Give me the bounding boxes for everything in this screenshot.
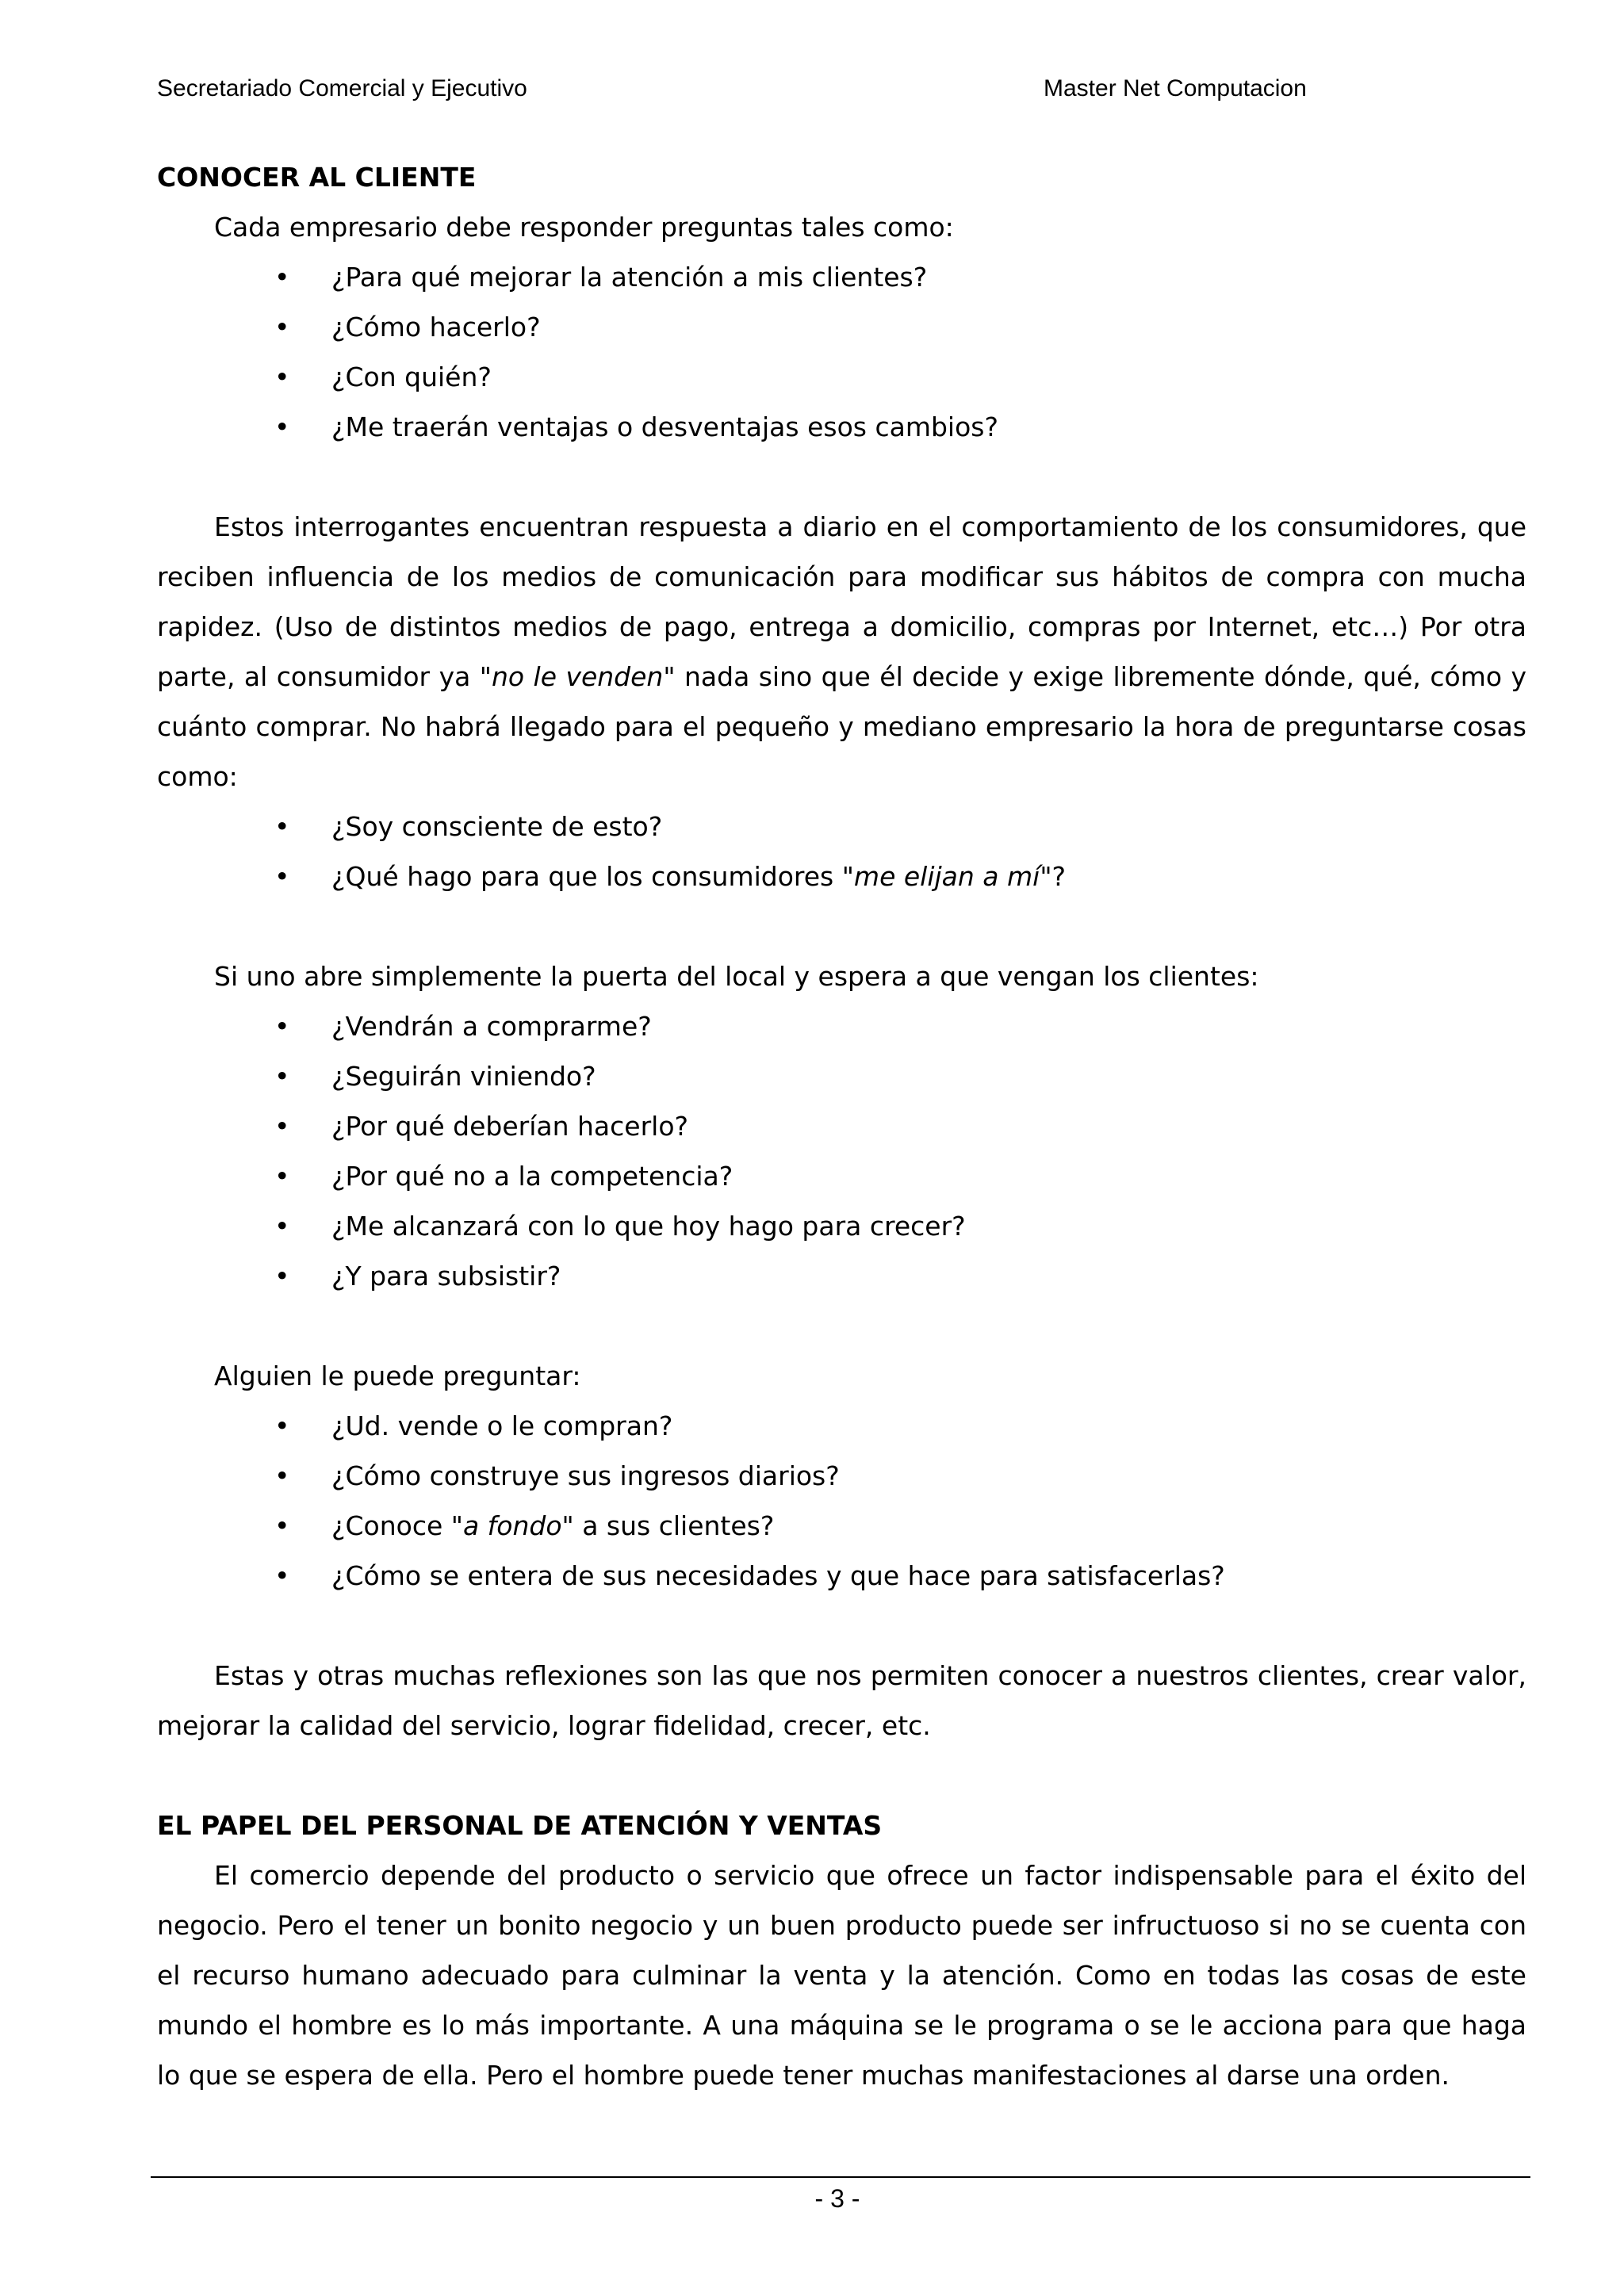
list-item: • ¿Qué hago para que los consumidores "me elijan a mí"? bbox=[157, 851, 1526, 901]
header-left-text: Secretariado Comercial y Ejecutivo bbox=[157, 75, 527, 101]
list-item: • ¿Cómo se entera de sus necesidades y que hace para satisfacerlas? bbox=[157, 1551, 1526, 1601]
list-item: • ¿Con quién? bbox=[157, 352, 1526, 402]
list-item: • ¿Seguirán viniendo? bbox=[157, 1051, 1526, 1101]
bullet-icon: • bbox=[274, 1410, 290, 1441]
footer-divider bbox=[151, 2176, 1530, 2178]
section-heading-papel-del-personal: EL PAPEL DEL PERSONAL DE ATENCIÓN Y VENTAS bbox=[157, 1810, 883, 1841]
bullet-icon: • bbox=[274, 411, 290, 442]
list-item: • ¿Ud. vende o le compran? bbox=[157, 1401, 1526, 1451]
blank-line bbox=[157, 1301, 1526, 1351]
emphasis-text: no le venden bbox=[491, 661, 664, 692]
running-header bbox=[157, 75, 1493, 107]
bullet-icon: • bbox=[274, 1261, 290, 1292]
list-item: • ¿Para qué mejorar la atención a mis clientes? bbox=[157, 252, 1526, 302]
body-paragraph-comercio: El comercio depende del producto o servicio que ofrece un factor indispensable para el éxito del negocio. Pero el tener un bonito negocio y un buen producto puede ser infructuoso si no se cuenta con el recurso humano adecuado para culminar la venta y la atención. Como en todas las cosas de este mundo el hombre es lo más importante. A una máquina se le programa o se le acciona para que haga lo que se espera de ella. Pero el hombre puede tener muchas manifestaciones al darse una orden. bbox=[157, 1860, 1526, 2091]
list-item: • ¿Me traerán ventajas o desventajas esos cambios? bbox=[157, 402, 1526, 452]
bullet-list-questions bbox=[157, 252, 1526, 452]
bullet-icon: • bbox=[274, 312, 290, 342]
list-item: • ¿Me alcanzará con lo que hoy hago para crecer? bbox=[157, 1201, 1526, 1251]
emphasis-text: a fondo bbox=[462, 1510, 562, 1541]
list-item: • ¿Por qué no a la competencia? bbox=[157, 1151, 1526, 1201]
bullet-icon: • bbox=[274, 811, 290, 842]
blank-line bbox=[157, 452, 1526, 502]
bullet-icon: • bbox=[274, 262, 290, 293]
bullet-icon: • bbox=[274, 1460, 290, 1491]
bullet-list-customer-questions bbox=[157, 1001, 1526, 1301]
bullet-list-self-questions bbox=[157, 802, 1526, 901]
list-item: • ¿Por qué deberían hacerlo? bbox=[157, 1101, 1526, 1151]
page-number: - 3 - bbox=[814, 2184, 860, 2213]
blank-line bbox=[157, 1601, 1526, 1651]
bullet-icon: • bbox=[274, 1211, 290, 1242]
document-body bbox=[157, 152, 1526, 2100]
list-item: • ¿Vendrán a comprarme? bbox=[157, 1001, 1526, 1051]
list-item: • ¿Soy consciente de esto? bbox=[157, 802, 1526, 851]
bullet-icon: • bbox=[274, 1560, 290, 1591]
list-item: • ¿Cómo construye sus ingresos diarios? bbox=[157, 1451, 1526, 1501]
list-item: • ¿Y para subsistir? bbox=[157, 1251, 1526, 1301]
bullet-icon: • bbox=[274, 861, 290, 892]
blank-line bbox=[157, 901, 1526, 951]
body-paragraph-interrogantes: Estos interrogantes encuentran respuesta a diario en el comportamiento de los consumidores, que reciben influencia de los medios de comunicación para modificar sus hábitos de compra con mucha rapidez. (Uso de distintos medios de pago, entrega a domicilio, compras por Internet, etc…) Por otra parte, al consumidor ya "no le venden" nada sino que él decide y exige libremente dónde, qué, cómo y cuánto comprar. No habrá llegado para el pequeño y mediano empresario la hora de preguntarse cosas como: bbox=[157, 511, 1527, 792]
list-item: • ¿Conoce "a fondo" a sus clientes? bbox=[157, 1501, 1526, 1551]
body-paragraph-alguien: Alguien le puede preguntar: bbox=[214, 1360, 581, 1391]
bullet-icon: • bbox=[274, 1510, 290, 1541]
emphasis-text: me elijan a mí bbox=[853, 861, 1040, 892]
intro-paragraph: Cada empresario debe responder preguntas tales como: bbox=[214, 212, 954, 243]
bullet-icon: • bbox=[274, 1011, 290, 1042]
bullet-list-seller-questions bbox=[157, 1401, 1526, 1601]
bullet-icon: • bbox=[274, 1161, 290, 1192]
section-heading-conocer-al-cliente: CONOCER AL CLIENTE bbox=[157, 162, 477, 193]
bullet-icon: • bbox=[274, 1061, 290, 1092]
body-paragraph-reflexiones: Estas y otras muchas reflexiones son las que nos permiten conocer a nuestros clientes, crear valor, mejorar la calidad del servicio, lograr fidelidad, crecer, etc. bbox=[157, 1660, 1526, 1741]
header-right-text: Master Net Computacion bbox=[1044, 75, 1307, 101]
bullet-icon: • bbox=[274, 362, 290, 392]
list-item: • ¿Cómo hacerlo? bbox=[157, 302, 1526, 352]
bullet-icon: • bbox=[274, 1111, 290, 1142]
body-paragraph-si-uno-abre: Si uno abre simplemente la puerta del local y espera a que vengan los clientes: bbox=[214, 961, 1259, 992]
blank-line bbox=[157, 1751, 1526, 1800]
